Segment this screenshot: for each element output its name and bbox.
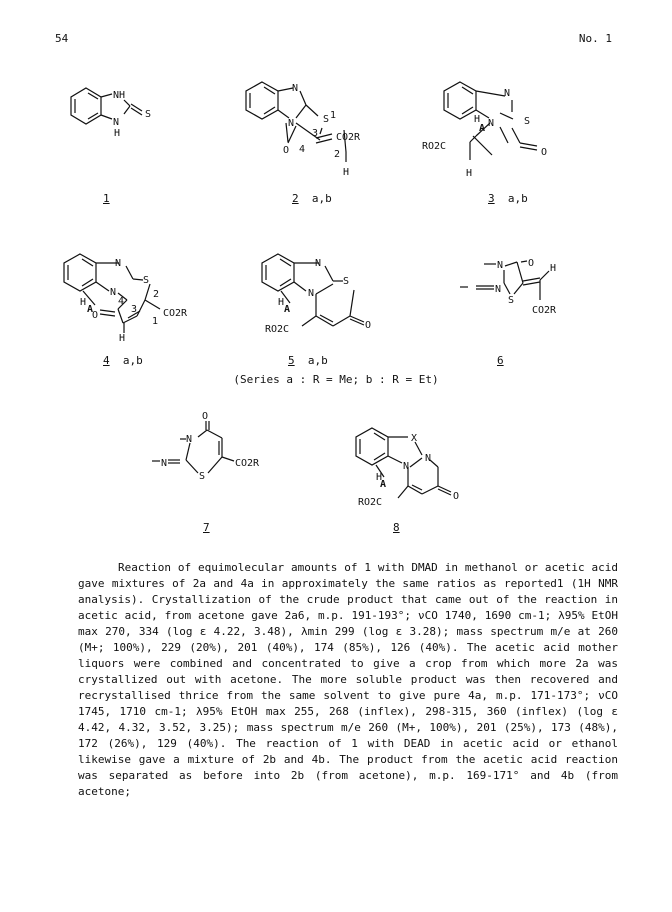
compound-label-1: 1: [103, 192, 110, 205]
atom-label: O: [528, 258, 535, 269]
compound-label-6: 6: [497, 354, 504, 367]
atom-label: S: [343, 276, 350, 287]
atom-label: H: [114, 128, 121, 139]
compound-label-5: 5 a,b: [288, 354, 328, 367]
series-note: (Series a : R = Me; b : R = Et): [233, 373, 439, 386]
atom-label: S: [323, 114, 330, 125]
atom-label: N: [288, 118, 295, 129]
atom-label: S: [199, 471, 206, 482]
atom-label: N: [110, 287, 117, 298]
atom-label: O: [453, 491, 460, 502]
atom-label: A: [380, 479, 387, 490]
atom-label: H: [474, 114, 481, 125]
compound-label-4: 4 a,b: [103, 354, 143, 367]
atom-label: H: [278, 297, 285, 308]
atom-label: H: [376, 472, 383, 483]
atom-label: O: [92, 310, 99, 321]
atom-label: N: [161, 458, 168, 469]
atom-label: X: [411, 433, 418, 444]
structure-3: [422, 82, 547, 179]
atom-label: A: [479, 123, 486, 134]
structure-1: [71, 88, 151, 139]
atom-label: N: [425, 453, 432, 464]
atom-label: N: [292, 83, 299, 94]
atom-label: H: [80, 297, 87, 308]
atom-label: S: [508, 295, 515, 306]
atom-label: NH: [113, 90, 126, 101]
compound-label-7: 7: [203, 521, 210, 534]
compound-label-3: 3 a,b: [488, 192, 528, 205]
issue-number: No. 1: [578, 32, 612, 45]
structure-4: [64, 254, 188, 344]
atom-label: N: [315, 258, 322, 269]
atom-label: RO2C: [422, 141, 447, 152]
structure-5: [262, 254, 371, 335]
atom-label: N: [488, 118, 495, 129]
atom-label: H: [466, 168, 473, 179]
atom-label: 3: [312, 128, 319, 139]
atom-label: O: [202, 411, 209, 422]
atom-label: RO2C: [358, 497, 383, 508]
atom-label: S: [524, 116, 531, 127]
atom-label: O: [541, 147, 548, 158]
atom-label: N: [495, 284, 502, 295]
atom-label: N: [497, 260, 504, 271]
atom-label: CO2R: [163, 308, 188, 319]
atom-label: H: [343, 167, 350, 178]
atom-label: A: [284, 304, 291, 315]
atom-label: S: [143, 275, 150, 286]
atom-label: CO2R: [336, 132, 361, 143]
atom-label: H: [550, 263, 557, 274]
atom-label: 4: [299, 144, 306, 155]
atom-label: S: [145, 109, 152, 120]
atom-label: 4: [118, 296, 125, 307]
paragraph-text: Reaction of equimolecular amounts of 1 with DMAD in methanol or acetic acid gave mixtures of 2a and 4a in approximately the same ratios as reported1 (1H NMR analysis). Crystallization of the crude product that came out of the reaction in acetic acid, from acetone gave 2a6, m.p. 191-193°; νCO 1740, 1690 cm-1; λ95% EtOH max 270, 334 (log ε 4.22, 3.48), λmin 299 (log ε 3.28); mass spectrum m/e at 260 (M+; 100%), 229 (20%), 201 (40%), 174 (85%), 126 (40%). The acetic acid mother liquors were combined and concentrated to give a crop from which more 2a was crystallized out with acetone. The more soluble product was then recovered and recrystallised thrice from the same solvent to give pure 4a, m.p. 171-173°; νCO 1745, 1710 cm-1; λ95% EtOH max 255, 268 (inflex), 298-315, 360 (inflex) (log ε 4.42, 4.32, 3.52, 3.25); mass spectrum m/e 260 (M+, 100%), 201 (25%), 173 (48%), 172 (26%), 129 (40%). The reaction of 1 with DEAD in acetic acid or ethanol likewise gave a mixture of 2b and 4b. The product from the acetic acid reaction was separated as before into 2b (from acetone), m.p. 169-171° and 4b (from acetone;: [78, 561, 618, 798]
atom-label: 3: [131, 304, 138, 315]
structure-8: [356, 428, 459, 508]
atom-label: H: [119, 333, 126, 344]
compound-label-8: 8: [393, 521, 400, 534]
atom-label: CO2R: [532, 305, 557, 316]
atom-label: N: [308, 288, 315, 299]
atom-label: 1: [330, 110, 337, 121]
atom-label: O: [283, 145, 290, 156]
compound-label-2: 2 a,b: [292, 192, 332, 205]
structure-2: [246, 82, 361, 178]
structure-6: [460, 258, 557, 316]
atom-label: RO2C: [265, 324, 290, 335]
atom-label: 2: [153, 289, 160, 300]
page-number: 54: [55, 32, 69, 45]
body-paragraph: [78, 560, 618, 800]
atom-label: 1: [152, 316, 159, 327]
atom-label: N: [403, 461, 410, 472]
structure-7: [152, 411, 260, 482]
atom-label: O: [365, 320, 372, 331]
atom-label: N: [113, 117, 120, 128]
atom-label: N: [504, 88, 511, 99]
atom-label: A: [87, 304, 94, 315]
atom-label: N: [115, 258, 122, 269]
atom-label: CO2R: [235, 458, 260, 469]
atom-label: 2: [334, 149, 341, 160]
atom-label: N: [186, 434, 193, 445]
